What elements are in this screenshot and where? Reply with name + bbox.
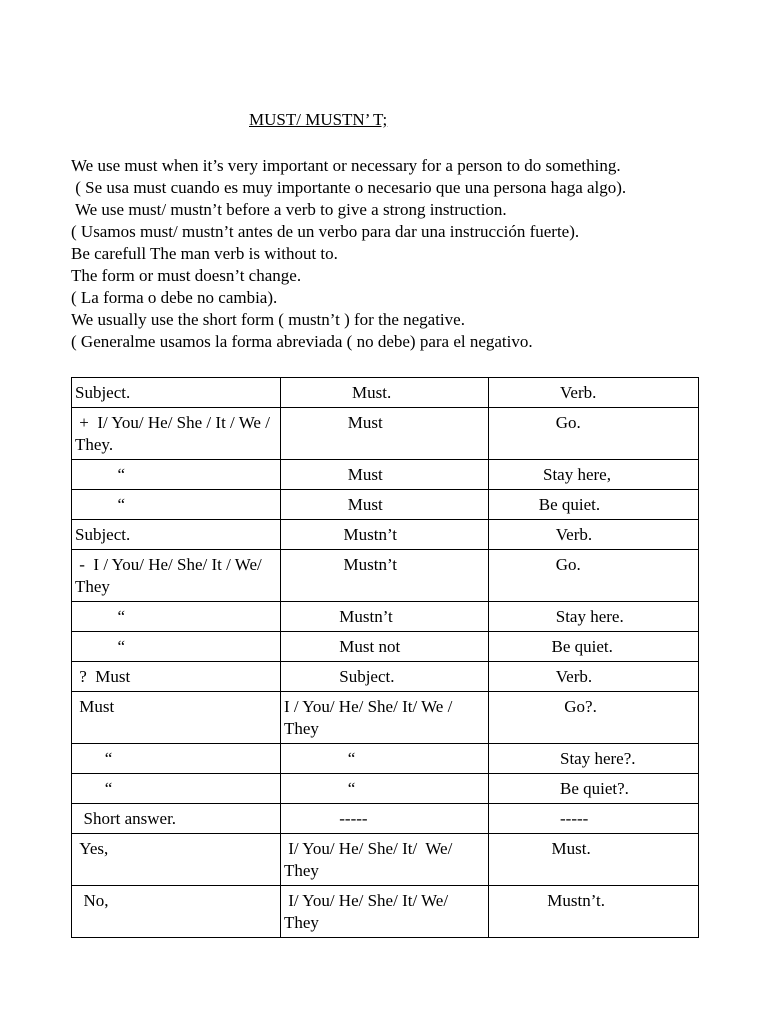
table-cell: Go?. [489,692,699,744]
table-cell: Short answer. [72,804,281,834]
grammar-table-body [72,378,699,938]
table-cell: Be quiet. [489,490,699,520]
table-cell: Be quiet. [489,632,699,662]
table-cell: Must [281,408,489,460]
table-cell: Mustn’t [281,602,489,632]
table-row [72,460,699,490]
table-row [72,692,699,744]
table-row [72,520,699,550]
table-cell: “ [72,632,281,662]
table-cell: Stay here, [489,460,699,490]
table-row [72,550,699,602]
table-cell: “ [281,744,489,774]
table-row [72,774,699,804]
table-cell: Stay here?. [489,744,699,774]
table-row [72,662,699,692]
table-cell: Verb. [489,378,699,408]
table-cell: Must. [281,378,489,408]
table-row [72,490,699,520]
intro-line: ( Generalme usamos la forma abreviada ( no debe) para el negativo. [71,332,533,351]
intro-line: Be carefull The man verb is without to. [71,244,338,263]
grammar-table [71,377,699,938]
table-cell: “ [72,460,281,490]
table-cell: Mustn’t [281,550,489,602]
table-cell: ? Must [72,662,281,692]
table-row [72,632,699,662]
table-cell: Yes, [72,834,281,886]
table-cell: I/ You/ He/ She/ It/ We/ They [281,834,489,886]
table-cell: Subject. [72,378,281,408]
table-row [72,886,699,938]
table-row [72,834,699,886]
table-cell: Stay here. [489,602,699,632]
table-row [72,408,699,460]
table-cell: Verb. [489,520,699,550]
table-cell: Go. [489,408,699,460]
table-cell: “ [72,744,281,774]
intro-paragraph [71,155,626,353]
table-cell: Be quiet?. [489,774,699,804]
intro-line: We use must/ mustn’t before a verb to give a strong instruction. [71,200,507,219]
table-cell: + I/ You/ He/ She / It / We / They. [72,408,281,460]
table-cell: “ [281,774,489,804]
table-cell: I / You/ He/ She/ It/ We / They [281,692,489,744]
table-cell: Subject. [281,662,489,692]
table-cell: Mustn’t. [489,886,699,938]
table-cell: ----- [489,804,699,834]
table-cell: Must not [281,632,489,662]
table-cell: Verb. [489,662,699,692]
table-cell: Must [281,490,489,520]
intro-line: ( Se usa must cuando es muy importante o necesario que una persona haga algo). [71,178,627,197]
table-row [72,378,699,408]
table-cell: Must. [489,834,699,886]
table-cell: - I / You/ He/ She/ It / We/ They [72,550,281,602]
table-cell: “ [72,774,281,804]
table-cell: Must [281,460,489,490]
intro-line: We use must when it’s very important or necessary for a person to do something. [71,156,621,175]
table-cell: I/ You/ He/ She/ It/ We/ They [281,886,489,938]
table-cell: ----- [281,804,489,834]
intro-line: The form or must doesn’t change. [71,266,302,285]
intro-line: We usually use the short form ( mustn’t ) for the negative. [71,310,465,329]
table-cell: Must [72,692,281,744]
document-title: MUST/ MUSTN’ T; [249,110,388,129]
table-cell: Mustn’t [281,520,489,550]
table-cell: “ [72,602,281,632]
intro-line: ( La forma o debe no cambia). [71,288,278,307]
table-cell: “ [72,490,281,520]
table-row [72,744,699,774]
table-cell: Go. [489,550,699,602]
intro-line: ( Usamos must/ mustn’t antes de un verbo para dar una instrucción fuerte). [71,222,580,241]
table-row [72,804,699,834]
table-cell: Subject. [72,520,281,550]
table-row [72,602,699,632]
table-cell: No, [72,886,281,938]
